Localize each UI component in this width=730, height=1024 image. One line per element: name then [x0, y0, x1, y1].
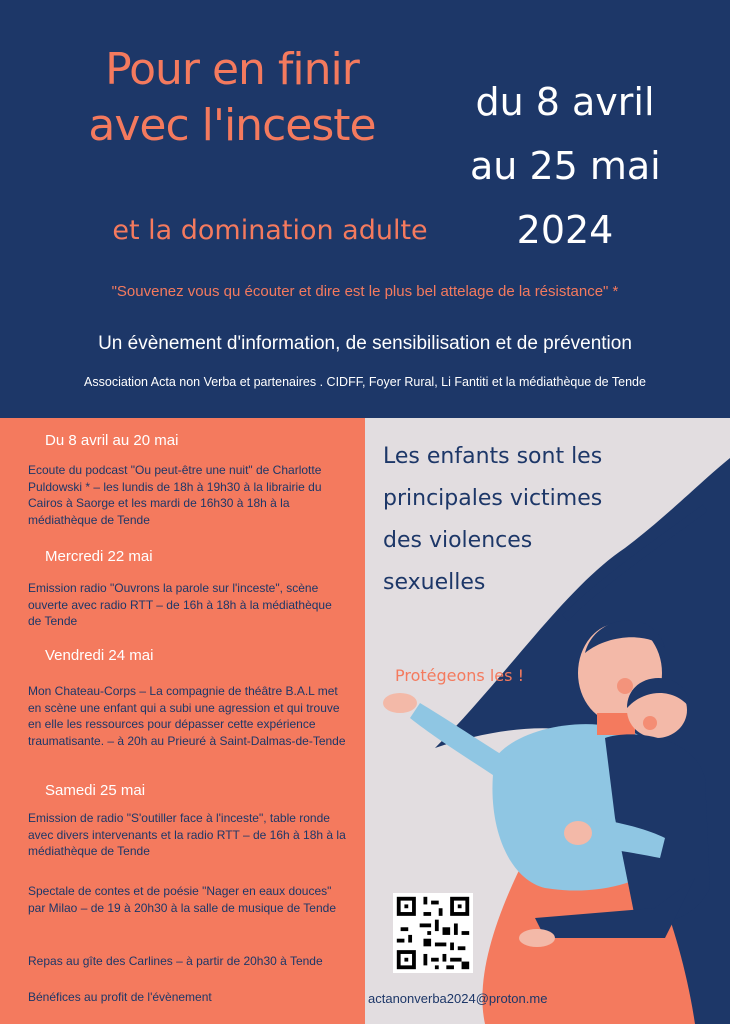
qr-code — [393, 893, 473, 973]
event-dates — [470, 70, 660, 262]
program-text: Emission de radio "S'outiller face à l'inceste", table ronde avec divers intervenants et la radio RTT – de 16h à 18h à la médiathèque de Tende — [28, 811, 346, 858]
illustration-panel — [365, 418, 730, 1024]
poster-subtitle: et la domination adulte — [112, 215, 428, 246]
quote: "Souvenez vous qu écouter et dire est le plus bel attelage de la résistance" * — [111, 283, 619, 300]
program-heading: Du 8 avril au 20 mai — [45, 432, 179, 449]
title-line-1: Pour en finir — [105, 44, 359, 95]
dates-line-2: au 25 mai — [470, 144, 661, 188]
program-heading: Samedi 25 mai — [45, 782, 146, 799]
program-text: Repas au gîte des Carlines – à partir de 20h30 à Tende — [28, 954, 323, 968]
partners-line: Association Acta non Verba et partenaires . CIDFF, Foyer Rural, Li Fantiti et la médiathèque de Tende — [84, 375, 646, 389]
poster-title — [22, 42, 442, 154]
header-section — [0, 0, 730, 418]
dates-line-1: du 8 avril — [475, 80, 655, 124]
right-heading-line-2: principales victimes — [383, 486, 603, 511]
protect-slogan: Protégeons les ! — [395, 666, 524, 685]
dates-line-3: 2024 — [516, 208, 614, 252]
right-heading-line-1: Les enfants sont les — [383, 444, 603, 469]
right-heading-line-3: des violences — [383, 528, 533, 553]
program-heading: Mercredi 22 mai — [45, 548, 153, 565]
event-description: Un évènement d'information, de sensibilisation et de prévention — [98, 333, 632, 354]
program-heading: Vendredi 24 mai — [45, 647, 154, 664]
program-panel — [0, 418, 365, 1024]
right-heading-line-4: sexuelles — [383, 570, 486, 595]
program-text: Spectale de contes et de poésie "Nager en eaux douces" par Milao – de 19 à 20h30 à la salle de musique de Tende — [28, 884, 336, 915]
contact-email[interactable]: actanonverba2024@proton.me — [368, 991, 548, 1006]
program-text: Bénéfices au profit de l'évènement — [28, 990, 212, 1004]
right-heading — [383, 436, 713, 604]
program-text: Ecoute du podcast "Ou peut-être une nuit" de Charlotte Puldowski * – les lundis de 18h à 19h30 à la librairie du Cairos à Saorge et les mardi de 16h30 à 18h à la médiathèque de Tende — [28, 463, 322, 527]
program-text: Mon Chateau-Corps – La compagnie de théâtre B.A.L met en scène une enfant qui a subi une agression et qui trouve en elle les ressources pour dépasser cette expérience traumatisante. – à 20h au Prieuré à Saint-Dalmas-de-Tende — [28, 684, 346, 748]
title-line-2: avec l'inceste — [88, 100, 376, 151]
program-text: Emission radio "Ouvrons la parole sur l'inceste", scène ouverte avec radio RTT – de 16h à 18h à la médiathèque de Tende — [28, 581, 332, 628]
